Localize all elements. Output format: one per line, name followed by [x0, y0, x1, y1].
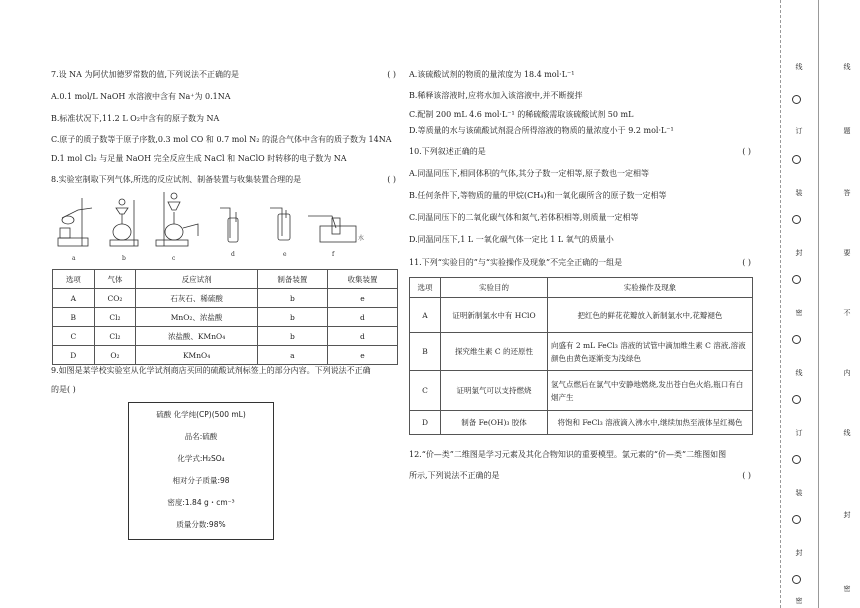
binding-hole-icon	[792, 575, 801, 584]
label-line: 相对分子质量:98	[172, 476, 230, 485]
binding-hole-icon	[792, 455, 801, 464]
q10-option-d: D.同温同压下,1 L 一氧化碳气体一定比 1 L 氧气的质量小	[409, 235, 614, 244]
q9-option-c: C.配制 200 mL 4.6 mol·L⁻¹ 的稀硫酸需取该硫酸试剂 50 mL	[409, 110, 634, 119]
binding-hole-icon	[792, 335, 801, 344]
q10-stem: 10.下列叙述正确的是 ( )	[409, 147, 751, 156]
q7-option-c: C.原子的质子数等于原子序数,0.3 mol CO 和 0.7 mol N₂ 的混合气体中含有的质子数为 14NA	[51, 135, 392, 144]
q9-option-a: A.该硫酸试剂的物质的量浓度为 18.4 mol·L⁻¹	[409, 70, 575, 79]
margin-char: 密	[795, 309, 803, 317]
margin-char: 封	[843, 511, 851, 519]
table-row: A CO₂ 石灰石、稀硫酸 b e	[53, 289, 398, 308]
label-line: 硫酸 化学纯(CP)(500 mL)	[156, 410, 246, 419]
margin-char: 要	[843, 249, 851, 257]
q11-header: 选项	[410, 278, 441, 298]
label-a: a	[72, 255, 76, 262]
q7-option-b: B.标准状况下,11.2 L O₂中含有的原子数为 NA	[51, 114, 220, 123]
margin-char: 装	[795, 489, 803, 497]
q7-option-d: D.1 mol Cl₂ 与足量 NaOH 完全反应生成 NaCl 和 NaClO 时转移的电子数为 NA	[51, 154, 347, 163]
margin-char: 订	[795, 429, 803, 437]
table-row: C 证明氯气可以支持燃烧 氢气点燃后在氯气中安静地燃烧,发出苍白色火焰,瓶口有白烟产生	[410, 371, 753, 411]
margin-char: 线	[843, 429, 851, 437]
q8-table	[52, 269, 398, 365]
q12-stem-cont: 所示,下列说法不正确的是 ( )	[409, 471, 751, 480]
margin-char: 内	[843, 369, 851, 377]
margin-char: 封	[795, 249, 803, 257]
q8-header: 反应试剂	[136, 270, 258, 289]
margin-char: 线	[843, 63, 851, 71]
q11-header: 实验目的	[441, 278, 548, 298]
q9-option-d: D.等质量的水与该硫酸试剂混合所得溶液的物质的量浓度小于 9.2 mol·L⁻¹	[409, 126, 674, 135]
table-row: A 证明新制氯水中有 HClO 把红色的鲜花花瓣放入新制氯水中,花瓣褪色	[410, 298, 753, 333]
q8-header: 选项	[53, 270, 95, 289]
label-line: 质量分数:98%	[176, 520, 226, 529]
binding-hole-icon	[792, 215, 801, 224]
table-row: B 探究维生素 C 的还原性 向盛有 2 mL FeCl₃ 溶液的试管中滴加维生素 C 溶液,溶液颜色由黄色逐渐变为浅绿色	[410, 333, 753, 371]
binding-hole-icon	[792, 275, 801, 284]
margin-char: 线	[795, 369, 803, 377]
table-row: D 制备 Fe(OH)₃ 胶体 将饱和 FeCl₃ 溶液滴入沸水中,继续加热至液体呈红褐色	[410, 411, 753, 435]
table-row: B Cl₂ MnO₂、浓盐酸 b d	[53, 308, 398, 327]
margin-char: 装	[795, 189, 803, 197]
label-water: 水	[358, 235, 365, 242]
margin-line	[818, 0, 819, 608]
q7-stem: 7.设 NA 为阿伏加德罗常数的值,下列说法不正确的是 ( )	[51, 70, 396, 79]
label-line: 密度:1.84 g・cm⁻³	[167, 498, 235, 507]
margin-char: 题	[843, 127, 851, 135]
q10-option-c: C.同温同压下的二氧化碳气体和氮气,若体积相等,则质量一定相等	[409, 213, 639, 222]
margin-char: 密	[843, 585, 851, 593]
q12-stem: 12.“价—类”二维图是学习元素及其化合物知识的重要模型。氯元素的“价—类”二维图如图	[409, 450, 727, 459]
binding-hole-icon	[792, 95, 801, 104]
label-e: e	[283, 251, 287, 258]
q8-header: 收集装置	[327, 270, 397, 289]
margin-char: 密	[795, 597, 803, 605]
label-f: f	[332, 251, 335, 258]
label-d: d	[231, 251, 235, 258]
label-line: 化学式:H₂SO₄	[177, 454, 225, 463]
fold-line	[780, 0, 782, 608]
q10-option-a: A.同温同压下,相同体积的气体,其分子数一定相等,原子数也一定相等	[409, 169, 649, 178]
q11-header: 实验操作及现象	[548, 278, 753, 298]
q11-table	[409, 277, 753, 435]
q11-stem: 11.下列“实验目的”与“实验操作及现象”不完全正确的一组是 ( )	[409, 258, 751, 267]
q8-header: 制备装置	[257, 270, 327, 289]
q9-stem-cont: 的是( )	[51, 385, 76, 394]
q10-option-b: B.任何条件下,等物质的量的甲烷(CH₄)和一氧化碳所含的原子数一定相等	[409, 191, 667, 200]
margin-char: 线	[795, 63, 803, 71]
table-row: D O₂ KMnO₄ a e	[53, 346, 398, 365]
apparatus-figure	[52, 188, 372, 262]
label-line: 品名:硫酸	[184, 432, 218, 441]
margin-char: 答	[843, 189, 851, 197]
binding-hole-icon	[792, 395, 801, 404]
binding-hole-icon	[792, 155, 801, 164]
q7-option-a: A.0.1 mol/L NaOH 水溶液中含有 Na⁺为 0.1NA	[51, 92, 231, 101]
binding-margin-outer	[836, 0, 854, 608]
reagent-label	[128, 402, 274, 540]
q8-stem: 8.实验室制取下列气体,所选的反应试剂、制备装置与收集装置合理的是 ( )	[51, 175, 396, 184]
margin-char: 订	[795, 127, 803, 135]
label-c: c	[172, 255, 176, 262]
binding-margin-inner	[788, 0, 810, 608]
binding-hole-icon	[792, 515, 801, 524]
label-b: b	[122, 255, 126, 262]
margin-char: 不	[843, 309, 851, 317]
margin-char: 封	[795, 549, 803, 557]
q9-stem: 9.如图是某学校实验室从化学试剂商店买回的硫酸试剂标签上的部分内容。下列说法不正确	[51, 366, 371, 375]
q8-header: 气体	[94, 270, 136, 289]
q9-option-b: B.稀释该溶液时,应将水加入该溶液中,并不断搅拌	[409, 91, 583, 100]
table-row: C Cl₂ 浓盐酸、KMnO₄ b d	[53, 327, 398, 346]
